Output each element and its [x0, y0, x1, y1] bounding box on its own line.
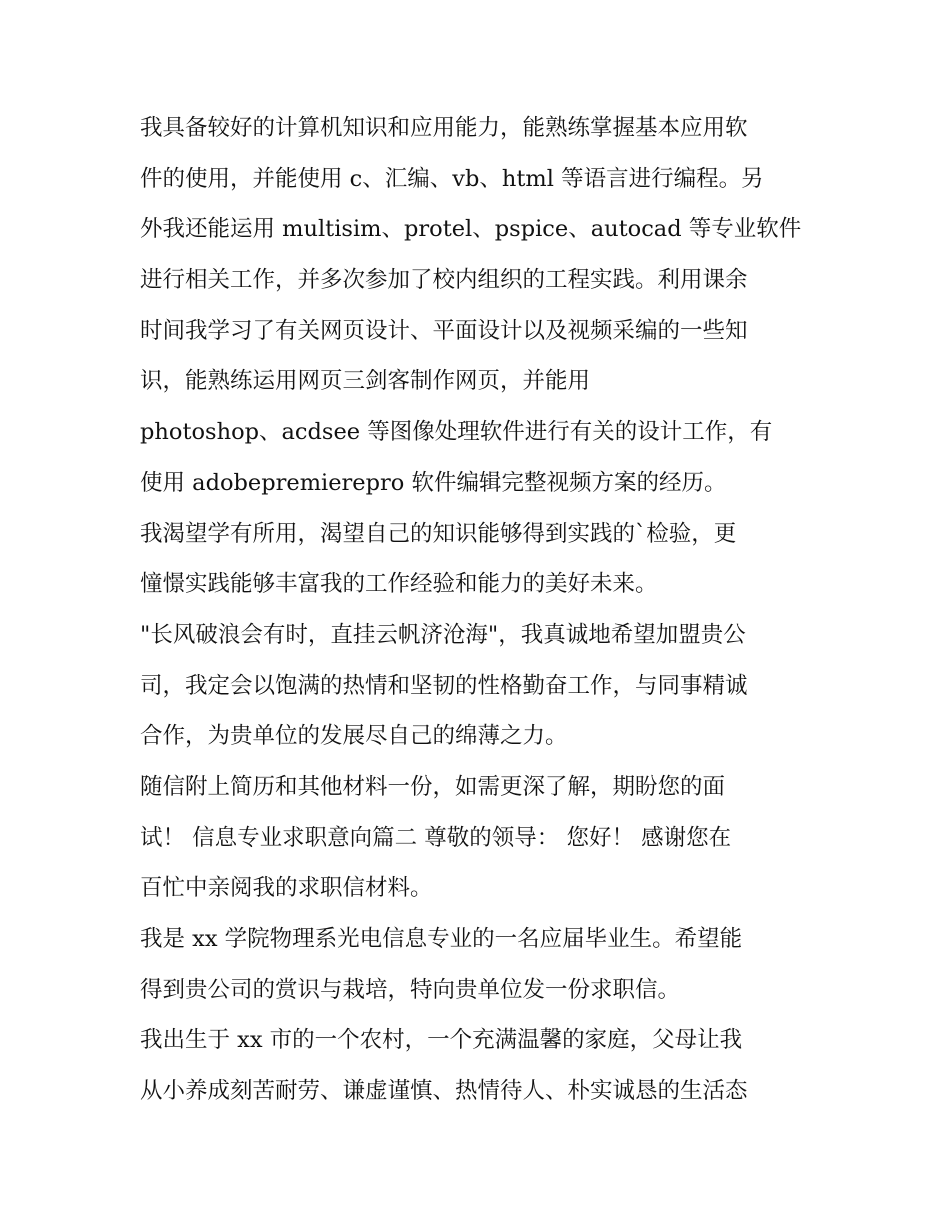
- text-line: 识，能熟练运用网页三剑客制作网页，并能用: [140, 368, 591, 395]
- text-line: 随信附上简历和其他材料一份，如需更深了解，期盼您的面: [140, 773, 726, 800]
- text-line: 百忙中亲阅我的求职信材料。: [140, 875, 433, 902]
- text-line: "长风破浪会有时，直挂云帆济沧海"，我真诚地希望加盟贵公: [140, 621, 746, 648]
- text-line: 外我还能运用 multisim、protel、pspice、autocad 等专业软件: [140, 216, 802, 243]
- text-line: 憧憬实践能够丰富我的工作经验和能力的美好未来。: [140, 571, 658, 598]
- text-line: photoshop、acdsee 等图像处理软件进行有关的设计工作，有: [140, 419, 773, 446]
- text-line: 得到贵公司的赏识与栽培，特向贵单位发一份求职信。: [140, 976, 681, 1003]
- text-line: 从小养成刻苦耐劳、谦虚谨慎、热情待人、朴实诚恳的生活态: [140, 1078, 748, 1105]
- text-line: 我是 xx 学院物理系光电信息专业的一名应届毕业生。希望能: [140, 926, 743, 952]
- text-line: 件的使用，并能使用 c、汇编、vb、html 等语言进行编程。另: [140, 165, 764, 192]
- document-body: [140, 103, 812, 1117]
- text-line: 试！ 信息专业求职意向篇二 尊敬的领导： 您好！ 感谢您在: [140, 824, 732, 851]
- text-line: 时间我学习了有关网页设计、平面设计以及视频采编的一些知: [140, 317, 748, 344]
- text-line: 我出生于 xx 市的一个农村，一个充满温馨的家庭，父母让我: [140, 1027, 743, 1054]
- text-line: 我具备较好的计算机知识和应用能力，能熟练掌握基本应用软: [140, 115, 748, 141]
- text-line: 合作，为贵单位的发展尽自己的绵薄之力。: [140, 723, 568, 750]
- text-line: 使用 adobepremierepro 软件编辑完整视频方案的经历。: [140, 469, 727, 496]
- text-line: 进行相关工作，并多次参加了校内组织的工程实践。利用课余: [140, 267, 748, 294]
- text-line: 我渴望学有所用，渴望自己的知识能够得到实践的`检验，更: [140, 520, 737, 547]
- text-line: 司，我定会以饱满的热情和坚韧的性格勤奋工作，与同事精诚: [140, 672, 748, 699]
